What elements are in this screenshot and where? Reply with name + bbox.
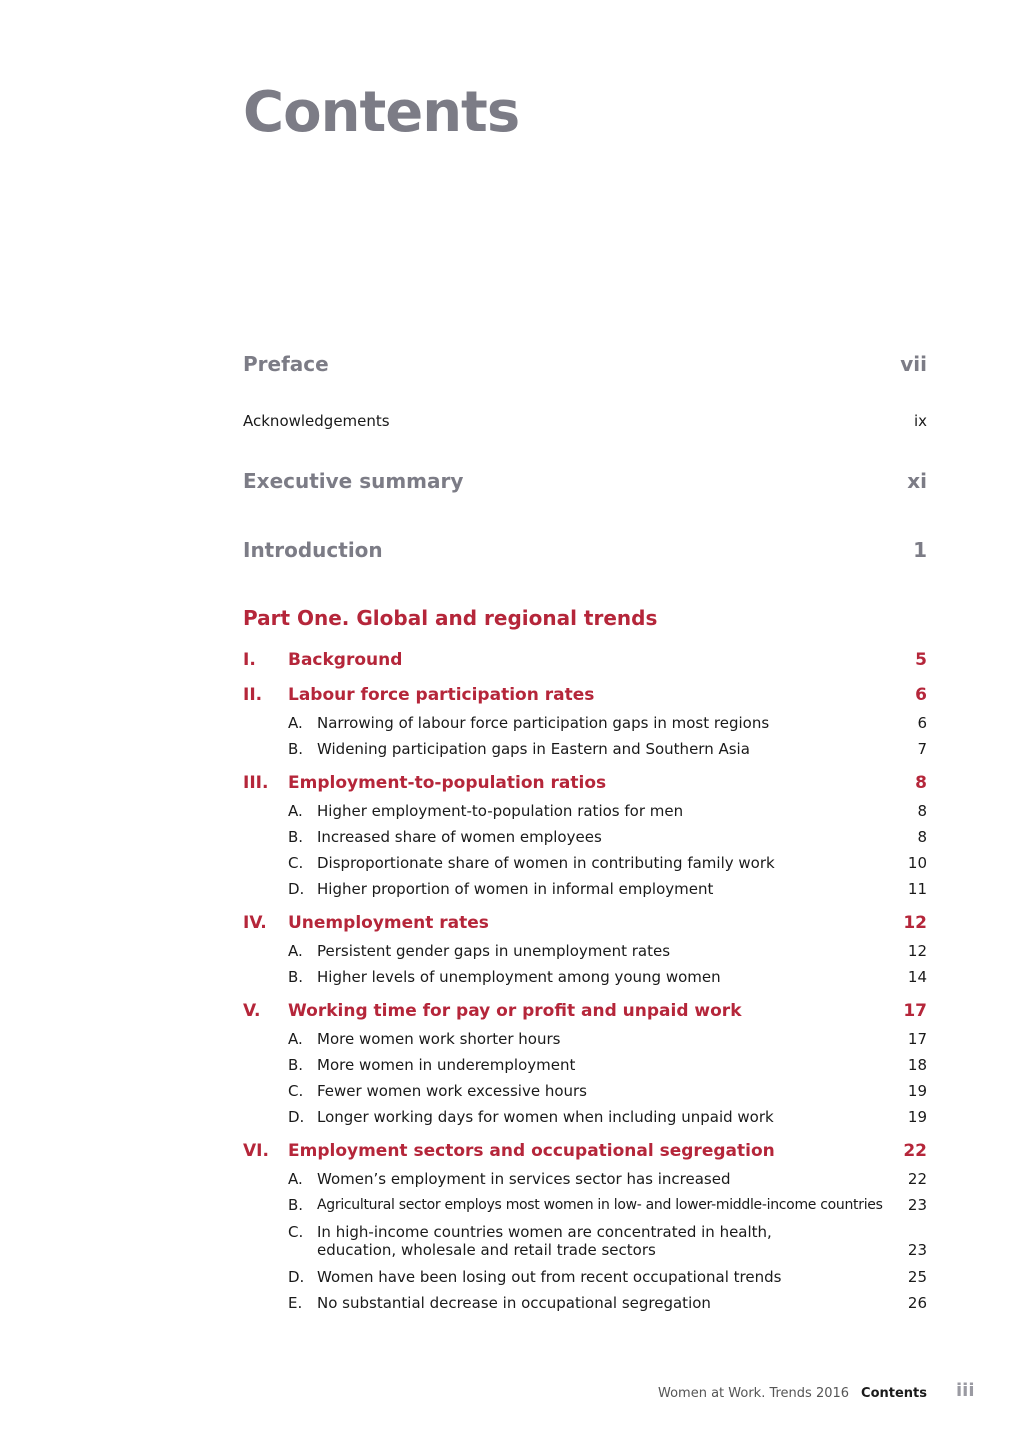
toc-subsection[interactable]	[288, 1223, 927, 1259]
subsection-text: In high-income countries women are concentrated in health, education, wholesale and retail trade sectors	[317, 1223, 772, 1259]
toc-entry-text: Executive summary	[243, 469, 464, 493]
toc-entry-page: vii	[900, 352, 927, 376]
subsection-text: Agricultural sector employs most women in low- and lower-middle-income countries	[317, 1197, 883, 1213]
subsection-page: 10	[907, 854, 927, 872]
toc-subsection[interactable]	[288, 854, 927, 872]
chapter-page: 6	[915, 685, 927, 705]
toc-subsection[interactable]	[288, 1196, 927, 1214]
toc-chapter[interactable]	[243, 650, 927, 670]
subsection-page: 19	[907, 1108, 927, 1126]
subsection-text: Narrowing of labour force participation gaps in most regions	[317, 714, 770, 732]
subsection-page: 8	[917, 802, 927, 820]
subsection-letter: A.	[288, 1170, 303, 1188]
toc-entry-acknowledgements[interactable]	[243, 412, 927, 430]
toc-subsection[interactable]	[288, 1056, 927, 1074]
subsection-text: More women work shorter hours	[317, 1030, 561, 1048]
toc-subsection[interactable]	[288, 968, 927, 986]
subsection-page: 8	[917, 828, 927, 846]
toc-entry-text: Preface	[243, 352, 329, 376]
subsection-letter: E.	[288, 1294, 303, 1312]
subsection-page: 12	[907, 942, 927, 960]
subsection-page: 14	[907, 968, 927, 986]
subsection-page: 25	[907, 1268, 927, 1286]
chapter-number: IV.	[243, 913, 267, 933]
subsection-letter: B.	[288, 828, 304, 846]
chapter-page: 5	[915, 650, 927, 670]
subsection-text: Women have been losing out from recent occupational trends	[317, 1268, 782, 1286]
subsection-text: Higher employment-to-population ratios for men	[317, 802, 684, 820]
toc-entry-preface[interactable]	[243, 352, 927, 376]
subsection-page: 6	[917, 714, 927, 732]
chapter-page: 17	[903, 1001, 927, 1021]
chapter-number: V.	[243, 1001, 261, 1021]
toc-chapter[interactable]	[243, 773, 927, 793]
chapter-title: Background	[288, 650, 403, 670]
toc-subsection[interactable]	[288, 1268, 927, 1286]
toc-entry-text: Acknowledgements	[243, 412, 390, 430]
subsection-text: More women in underemployment	[317, 1056, 576, 1074]
chapter-title: Working time for pay or profit and unpaid work	[288, 1001, 742, 1021]
toc-subsection[interactable]	[288, 802, 927, 820]
subsection-page: 23	[907, 1241, 927, 1259]
subsection-text: Persistent gender gaps in unemployment rates	[317, 942, 671, 960]
chapter-title: Unemployment rates	[288, 913, 489, 933]
part-heading: Part One. Global and regional trends	[243, 606, 658, 630]
toc-entry-executive-summary[interactable]	[243, 469, 927, 493]
subsection-text: Fewer women work excessive hours	[317, 1082, 587, 1100]
page-title: Contents	[243, 80, 520, 145]
chapter-number: VI.	[243, 1141, 269, 1161]
subsection-letter: B.	[288, 1056, 304, 1074]
subsection-letter: A.	[288, 802, 303, 820]
subsection-page: 18	[907, 1056, 927, 1074]
subsection-letter: C.	[288, 1082, 304, 1100]
page-number: iii	[956, 1380, 975, 1401]
subsection-page: 26	[907, 1294, 927, 1312]
subsection-letter: A.	[288, 942, 303, 960]
chapter-title: Employment-to-population ratios	[288, 773, 607, 793]
chapter-page: 12	[903, 913, 927, 933]
subsection-text: Disproportionate share of women in contributing family work	[317, 854, 775, 872]
subsection-letter: D.	[288, 880, 305, 898]
subsection-letter: B.	[288, 740, 304, 758]
subsection-text: Increased share of women employees	[317, 828, 602, 846]
toc-subsection[interactable]	[288, 740, 927, 758]
toc-chapter[interactable]	[243, 1141, 927, 1161]
toc-subsection[interactable]	[288, 942, 927, 960]
subsection-text: Women’s employment in services sector has increased	[317, 1170, 731, 1188]
chapter-title: Labour force participation rates	[288, 685, 595, 705]
subsection-page: 17	[907, 1030, 927, 1048]
subsection-letter: D.	[288, 1268, 305, 1286]
toc-entry-page: xi	[907, 469, 927, 493]
footer-section: Contents	[861, 1386, 927, 1401]
toc-subsection[interactable]	[288, 828, 927, 846]
subsection-text: Widening participation gaps in Eastern and Southern Asia	[317, 740, 750, 758]
subsection-letter: D.	[288, 1108, 305, 1126]
page-footer	[658, 1386, 927, 1401]
chapter-page: 8	[915, 773, 927, 793]
subsection-page: 11	[907, 880, 927, 898]
toc-subsection[interactable]	[288, 714, 927, 732]
chapter-number: I.	[243, 650, 256, 670]
subsection-letter: A.	[288, 1030, 303, 1048]
toc-chapter[interactable]	[243, 685, 927, 705]
toc-chapter[interactable]	[243, 913, 927, 933]
footer-publication: Women at Work. Trends 2016	[658, 1386, 850, 1401]
subsection-text: No substantial decrease in occupational segregation	[317, 1294, 711, 1312]
toc-subsection[interactable]	[288, 1030, 927, 1048]
toc-subsection[interactable]	[288, 1170, 927, 1188]
subsection-text: Longer working days for women when including unpaid work	[317, 1108, 774, 1126]
subsection-letter: B.	[288, 1196, 304, 1214]
toc-subsection[interactable]	[288, 880, 927, 898]
subsection-letter: C.	[288, 1223, 304, 1241]
chapter-page: 22	[903, 1141, 927, 1161]
chapter-number: II.	[243, 685, 263, 705]
chapter-title: Employment sectors and occupational segregation	[288, 1141, 775, 1161]
subsection-letter: B.	[288, 968, 304, 986]
toc-entry-introduction[interactable]	[243, 538, 927, 562]
toc-entry-page: 1	[913, 538, 927, 562]
subsection-text: Higher proportion of women in informal employment	[317, 880, 714, 898]
subsection-text: Higher levels of unemployment among young women	[317, 968, 721, 986]
subsection-letter: A.	[288, 714, 303, 732]
subsection-page: 7	[917, 740, 927, 758]
subsection-letter: C.	[288, 854, 304, 872]
toc-entry-page: ix	[913, 412, 927, 430]
toc-subsection[interactable]	[288, 1108, 927, 1126]
chapter-number: III.	[243, 773, 269, 793]
subsection-page: 22	[907, 1170, 927, 1188]
toc-chapter[interactable]	[243, 1001, 927, 1021]
subsection-page: 23	[907, 1196, 927, 1214]
toc-subsection[interactable]	[288, 1082, 927, 1100]
toc-entry-text: Introduction	[243, 538, 383, 562]
toc-subsection[interactable]	[288, 1294, 927, 1312]
subsection-page: 19	[907, 1082, 927, 1100]
